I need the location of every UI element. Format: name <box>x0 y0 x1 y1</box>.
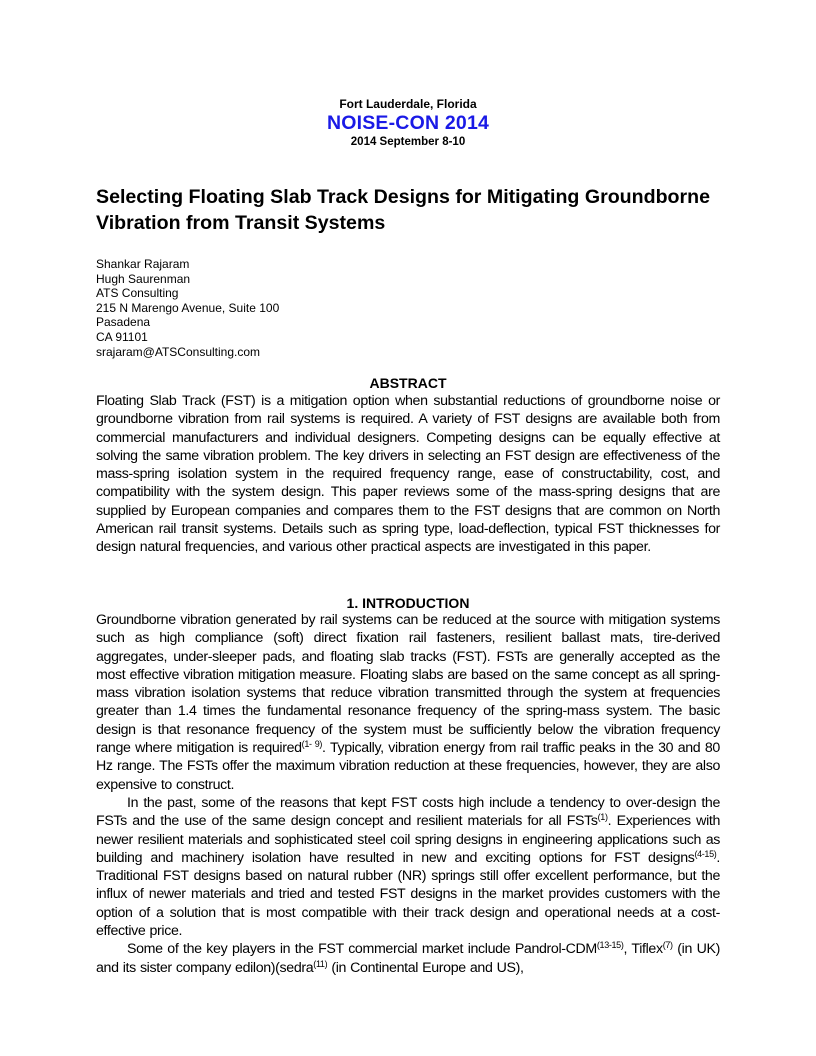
author-name: Shankar Rajaram <box>96 257 190 271</box>
citation: (11) <box>313 958 328 969</box>
conference-date: 2014 September 8-10 <box>350 136 466 148</box>
conference-location: Fort Lauderdale, Florida <box>339 97 477 111</box>
introduction-body <box>96 611 720 977</box>
abstract-heading: ABSTRACT <box>369 375 447 391</box>
abstract-body <box>96 392 720 557</box>
affiliation: ATS Consulting <box>96 286 179 301</box>
intro-paragraph-3: Some of the key players in the FST commercial market include Pandrol-CDM$^{(13-15)}$, Tiflex$^{(7)}$ (in UK) and its sister company edilon)(sedra$^{(11)}$ (in Continental Europe and US), <box>96 940 720 976</box>
address-city: Pasadena <box>96 315 151 330</box>
address-state-zip: CA 91101 <box>96 329 148 344</box>
author-name: Hugh Saurenman <box>96 271 191 286</box>
citation: (1- 9) <box>301 739 323 750</box>
abstract-text: Floating Slab Track (FST) is a mitigation option when substantial reductions of groundborne noise or groundborne vibration from rail systems is required. A variety of FST designs are available both from commercial manufacturers and individual designers. Competing designs can be equally effective at solving the same vibration problem. The key drivers in selecting an FST design are effectiveness of the mass-spring isolation system in the required frequency range, ease of constructability, cost, and compatibility with the system design. This paper reviews some of the mass-spring designs that are supplied by European companies and compares them to the FST designs that are common on North American rail transit systems. Details such as spring type, load-deflection, typical FST thicknesses for design natural frequencies, and various other practical aspects are investigated in this paper. <box>96 393 720 556</box>
conference-name: NOISE-CON 2014 <box>326 112 490 134</box>
author-email: srajaram@ATSConsulting.com <box>96 344 261 359</box>
intro-paragraph-2: In the past, some of the reasons that kept FST costs high include a tendency to over-design the FSTs and the use of the same design concept and resilient materials for all FSTs$^{(1)}$. Experiences with newer resilient materials and sophisticated steel coil spring designs in engineering applications such as building and machinery isolation have resulted in new and exciting options for FST designs$^{(4-15)}$. Traditional FST designs based on natural rubber (NR) springs still offer excellent performance, but the influx of newer materials and tried and tested FST designs in the market provides customers with the option of a solution that is most compatible with their track design and operational needs at a cost-effective price. <box>96 794 721 940</box>
citation: (7) <box>662 940 673 951</box>
introduction-heading: 1. INTRODUCTION <box>346 595 470 611</box>
citation: (4-15) <box>694 848 717 859</box>
citation: (13-15) <box>596 940 624 951</box>
address-street: 215 N Marengo Avenue, Suite 100 <box>96 300 280 315</box>
citation: (1) <box>597 812 608 823</box>
author-block <box>96 257 279 359</box>
paper-title: Selecting Floating Slab Track Designs for Mitigating Groundborne Vibration from Transit Systems <box>96 186 710 234</box>
intro-paragraph-1: Groundborne vibration generated by rail systems can be reduced at the source with mitigation systems such as high compliance (soft) direct fixation rail fasteners, resilient ballast mats, tire-derived aggregates, under-sleeper pads, and floating slab tracks (FST). FSTs are generally accepted as the most effective vibration mitigation measure. Floating slabs are based on the same concept as all spring-mass vibration isolation systems that reduce vibration transmitted through the system at frequencies greater than 1.4 times the fundamental resonance frequency of the spring-mass system. The basic design is that resonance frequency of the system must be sufficiently below the vibration frequency range where mitigation is required$^{(1- 9)}$. Typically, vibration energy from rail traffic peaks in the 30 and 80 Hz range. The FSTs offer the maximum vibration reduction at these frequencies, however, they are also expensive to construct. <box>96 612 720 793</box>
